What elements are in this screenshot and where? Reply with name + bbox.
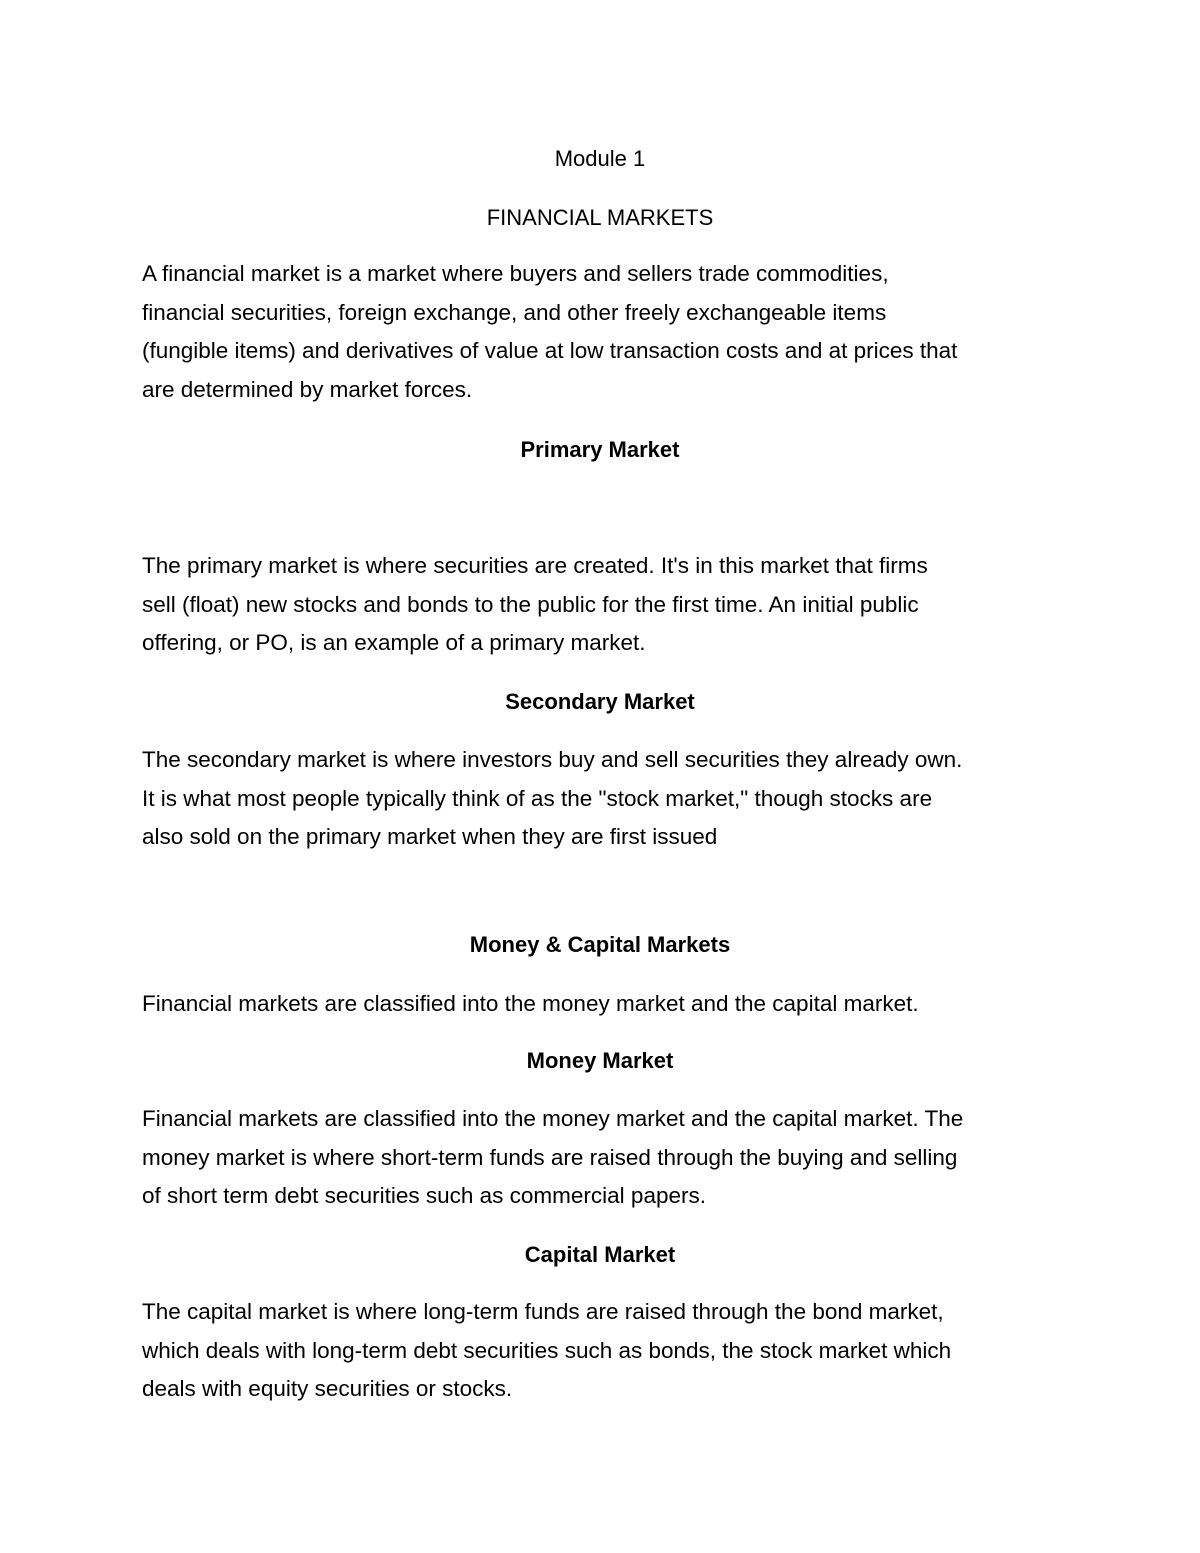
money-market-line: money market is where short-term funds are raised through the buying and selling — [142, 1144, 958, 1170]
capital-market-line: The capital market is where long-term funds are raised through the bond market, — [142, 1299, 944, 1324]
primary-line: offering, or PO, is an example of a primary market. — [142, 630, 646, 656]
secondary-line: The secondary market is where investors buy and sell securities they already own. — [142, 747, 963, 772]
secondary-line: It is what most people typically think of as the "stock market," though stocks are — [142, 785, 933, 811]
intro-line: (fungible items) and derivatives of value at low transaction costs and at prices that — [142, 338, 958, 364]
money-market-heading: Money Market — [526, 1048, 674, 1073]
capital-market-line: which deals with long-term debt securities such as bonds, the stock market which — [142, 1337, 952, 1363]
primary-line: The primary market is where securities are created. It's in this market that firms — [142, 553, 928, 578]
capital-market-paragraph — [142, 1293, 1072, 1409]
money-capital-line: Financial markets are classified into the money market and the capital market. — [142, 991, 919, 1016]
primary-line: sell (float) new stocks and bonds to the public for the first time. An initial public — [142, 591, 919, 617]
money-capital-paragraph — [142, 985, 1072, 1024]
primary-market-heading: Primary Market — [520, 437, 680, 462]
main-heading: FINANCIAL MARKETS — [486, 205, 714, 230]
intro-paragraph — [142, 255, 1072, 410]
secondary-line: also sold on the primary market when they are first issued — [142, 824, 718, 850]
money-market-line: Financial markets are classified into the money market and the capital market. The — [142, 1106, 964, 1131]
money-capital-heading: Money & Capital Markets — [469, 932, 731, 957]
intro-line: A financial market is a market where buyers and sellers trade commodities, — [142, 261, 889, 286]
capital-market-line: deals with equity securities or stocks. — [142, 1376, 513, 1402]
capital-market-heading: Capital Market — [524, 1242, 676, 1267]
intro-line: are determined by market forces. — [142, 377, 473, 403]
money-market-line: of short term debt securities such as commercial papers. — [142, 1183, 706, 1209]
secondary-market-heading: Secondary Market — [505, 689, 695, 714]
intro-line: financial securities, foreign exchange, and other freely exchangeable items — [142, 299, 887, 325]
module-title: Module 1 — [554, 146, 646, 171]
primary-market-paragraph — [142, 547, 1072, 663]
money-market-paragraph — [142, 1100, 1072, 1216]
secondary-market-paragraph — [142, 741, 1072, 857]
